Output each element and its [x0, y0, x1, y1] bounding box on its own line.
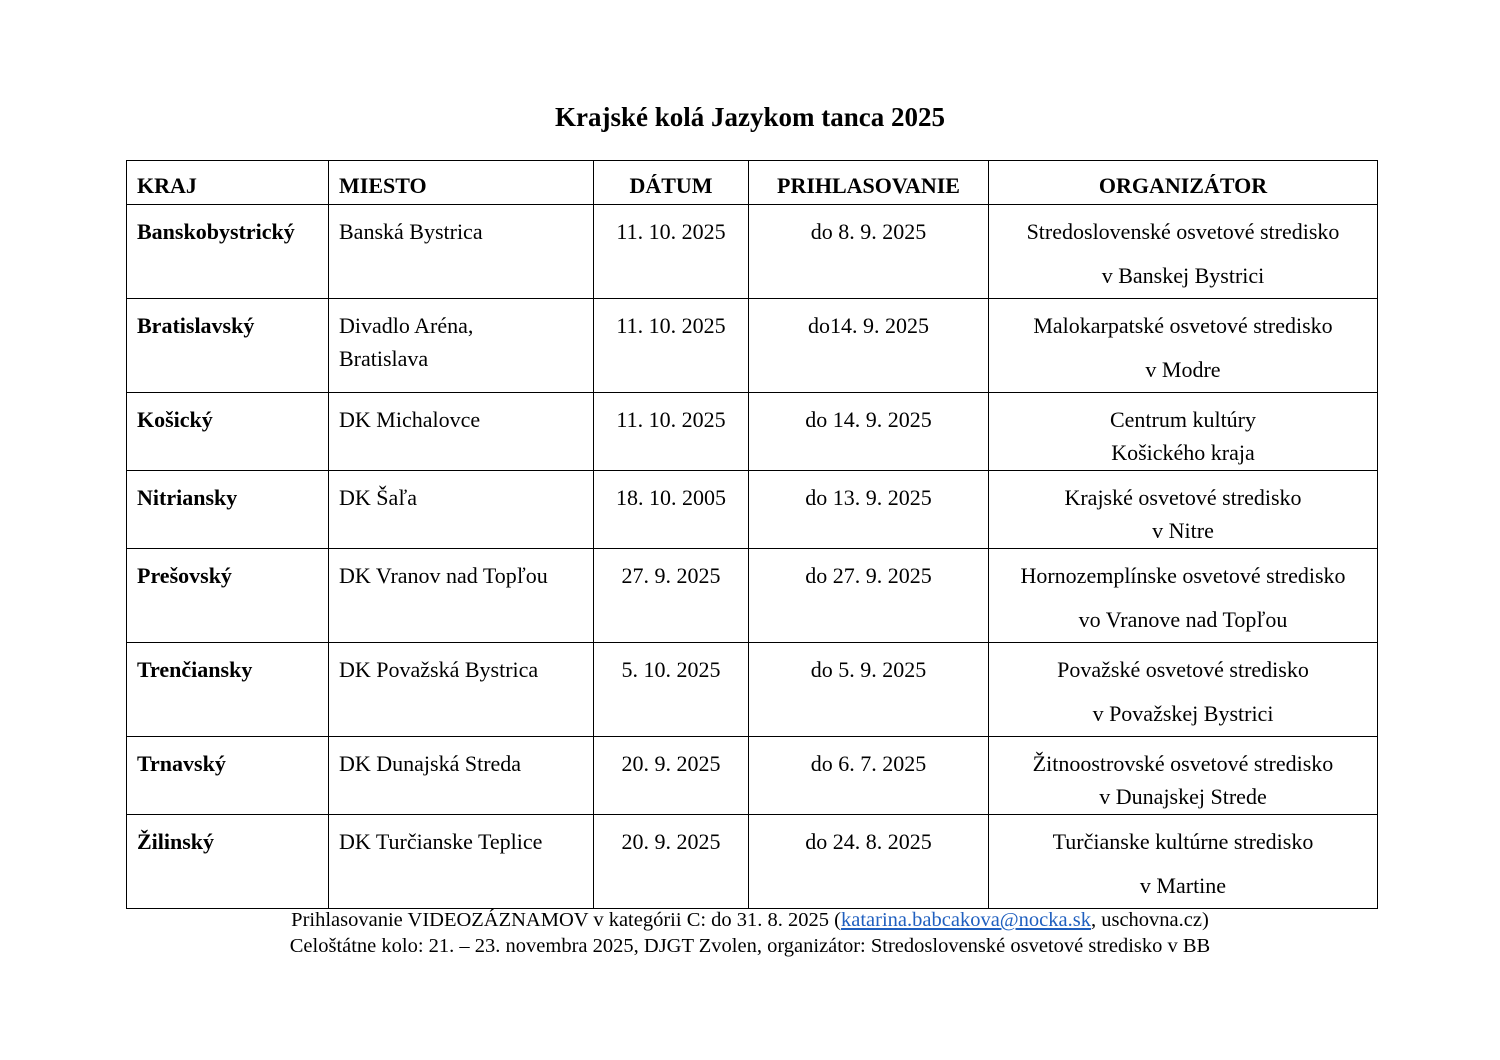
cell-prihlasovanie-line-1: do 6. 7. 2025 — [810, 751, 927, 776]
cell-datum-line-1: 5. 10. 2025 — [621, 657, 721, 682]
cell-organizator-line-1: Hornozemplínske osvetové stredisko — [1020, 563, 1346, 588]
cell-datum — [594, 299, 749, 393]
cell-organizator-line-2: v Modre — [1145, 357, 1221, 382]
cell-miesto-line-1: DK Michalovce — [339, 407, 481, 432]
table-row — [127, 205, 1378, 299]
cell-organizator — [989, 299, 1378, 393]
cell-miesto — [329, 815, 594, 909]
table-row — [127, 299, 1378, 393]
regional-rounds-table — [126, 160, 1378, 909]
cell-kraj — [127, 471, 329, 549]
cell-miesto-line-1: Divadlo Aréna, — [339, 313, 474, 338]
header-organizator: ORGANIZÁTOR — [989, 161, 1378, 205]
footer-line-1-tail: , uschovna.cz) — [1090, 909, 1209, 931]
cell-datum-line-1: 18. 10. 2005 — [616, 485, 726, 510]
footer-line-1 — [0, 907, 1500, 933]
cell-kraj — [127, 393, 329, 471]
cell-miesto — [329, 737, 594, 815]
cell-organizator-line-2: v Martine — [1139, 873, 1227, 898]
cell-prihlasovanie — [749, 205, 989, 299]
cell-datum — [594, 815, 749, 909]
cell-datum-line-1: 20. 9. 2025 — [621, 751, 721, 776]
header-prihlasovanie: PRIHLASOVANIE — [749, 161, 989, 205]
cell-organizator-line-1: Turčianske kultúrne stredisko — [1052, 829, 1314, 854]
cell-organizator-line-2: v Dunajskej Strede — [1099, 784, 1267, 809]
cell-prihlasovanie — [749, 737, 989, 815]
cell-datum-line-1: 11. 10. 2025 — [616, 407, 726, 432]
cell-miesto-line-1: Banská Bystrica — [339, 219, 483, 244]
cell-kraj — [127, 205, 329, 299]
cell-organizator — [989, 737, 1378, 815]
cell-miesto-line-1: DK Dunajská Streda — [339, 751, 522, 776]
table-row — [127, 815, 1378, 909]
cell-prihlasovanie — [749, 471, 989, 549]
header-datum: DÁTUM — [594, 161, 749, 205]
table-row — [127, 471, 1378, 549]
cell-miesto — [329, 299, 594, 393]
cell-organizator — [989, 815, 1378, 909]
table-header-row — [127, 161, 1378, 205]
cell-kraj-line-1: Trnavský — [137, 751, 226, 776]
cell-prihlasovanie-line-1: do 24. 8. 2025 — [805, 829, 932, 854]
cell-miesto-line-2: Bratislava — [339, 346, 429, 371]
cell-prihlasovanie-line-1: do 14. 9. 2025 — [805, 407, 932, 432]
cell-prihlasovanie-line-1: do 8. 9. 2025 — [810, 219, 927, 244]
table-row — [127, 737, 1378, 815]
cell-datum — [594, 643, 749, 737]
cell-datum-line-1: 11. 10. 2025 — [616, 313, 726, 338]
cell-organizator — [989, 643, 1378, 737]
cell-kraj-line-1: Prešovský — [137, 563, 232, 588]
cell-organizator-line-2: v Nitre — [1152, 518, 1214, 543]
cell-kraj — [127, 643, 329, 737]
email-link[interactable]: katarina.babcakova@nocka.sk — [841, 909, 1091, 931]
cell-datum-line-1: 20. 9. 2025 — [621, 829, 721, 854]
cell-organizator — [989, 549, 1378, 643]
cell-organizator-line-1: Krajské osvetové stredisko — [1064, 485, 1302, 510]
cell-datum — [594, 549, 749, 643]
cell-kraj-line-1: Trenčiansky — [137, 657, 253, 682]
cell-organizator-line-1: Považské osvetové stredisko — [1057, 657, 1309, 682]
cell-prihlasovanie — [749, 299, 989, 393]
cell-organizator — [989, 471, 1378, 549]
table-row — [127, 549, 1378, 643]
cell-organizator-line-1: Žitnoostrovské osvetové stredisko — [1032, 751, 1334, 776]
footer-notes — [0, 907, 1500, 959]
header-miesto: MIESTO — [329, 161, 594, 205]
footer-line-2: Celoštátne kolo: 21. – 23. novembra 2025, DJGT Zvolen, organizátor: Stredoslovenské osvetové stredisko v BB — [289, 935, 1211, 957]
cell-organizator — [989, 393, 1378, 471]
cell-datum — [594, 471, 749, 549]
cell-organizator-line-2: v Banskej Bystrici — [1101, 263, 1265, 288]
cell-organizator-line-1: Stredoslovenské osvetové stredisko — [1026, 219, 1340, 244]
page-title: Krajské kolá Jazykom tanca 2025 — [555, 102, 945, 132]
header-kraj: KRAJ — [127, 161, 329, 205]
cell-prihlasovanie — [749, 815, 989, 909]
cell-organizator-line-2: vo Vranove nad Topľou — [1078, 607, 1288, 632]
cell-prihlasovanie-line-1: do14. 9. 2025 — [808, 313, 929, 338]
cell-prihlasovanie-line-1: do 27. 9. 2025 — [805, 563, 932, 588]
cell-kraj-line-1: Žilinský — [137, 829, 215, 854]
cell-kraj-line-1: Nitriansky — [137, 485, 238, 510]
cell-miesto-line-1: DK Vranov nad Topľou — [339, 563, 548, 588]
cell-datum — [594, 737, 749, 815]
cell-prihlasovanie-line-1: do 5. 9. 2025 — [810, 657, 927, 682]
cell-miesto — [329, 393, 594, 471]
cell-miesto — [329, 471, 594, 549]
cell-organizator-line-2: v Považskej Bystrici — [1092, 701, 1274, 726]
footer-line-1-text: Prihlasovanie VIDEOZÁZNAMOV v kategórii C: do 31. 8. 2025 ( — [291, 909, 842, 931]
cell-prihlasovanie — [749, 643, 989, 737]
cell-miesto-line-1: DK Považská Bystrica — [339, 657, 539, 682]
cell-kraj-line-1: Košický — [137, 407, 213, 432]
cell-prihlasovanie — [749, 549, 989, 643]
cell-datum-line-1: 11. 10. 2025 — [616, 219, 726, 244]
cell-datum-line-1: 27. 9. 2025 — [621, 563, 721, 588]
cell-organizator — [989, 205, 1378, 299]
cell-organizator-line-1: Centrum kultúry — [1109, 407, 1257, 432]
table-row — [127, 393, 1378, 471]
table-row — [127, 643, 1378, 737]
cell-kraj — [127, 815, 329, 909]
cell-miesto — [329, 643, 594, 737]
cell-miesto — [329, 549, 594, 643]
cell-miesto-line-1: DK Turčianske Teplice — [339, 829, 543, 854]
cell-kraj-line-1: Banskobystrický — [137, 219, 295, 244]
cell-miesto — [329, 205, 594, 299]
cell-datum — [594, 205, 749, 299]
cell-kraj — [127, 549, 329, 643]
cell-prihlasovanie-line-1: do 13. 9. 2025 — [805, 485, 932, 510]
cell-datum — [594, 393, 749, 471]
cell-organizator-line-2: Košického kraja — [1111, 440, 1255, 465]
cell-organizator-line-1: Malokarpatské osvetové stredisko — [1033, 313, 1333, 338]
cell-prihlasovanie — [749, 393, 989, 471]
cell-kraj — [127, 299, 329, 393]
cell-kraj-line-1: Bratislavský — [137, 313, 255, 338]
cell-miesto-line-1: DK Šaľa — [339, 485, 417, 510]
cell-kraj — [127, 737, 329, 815]
